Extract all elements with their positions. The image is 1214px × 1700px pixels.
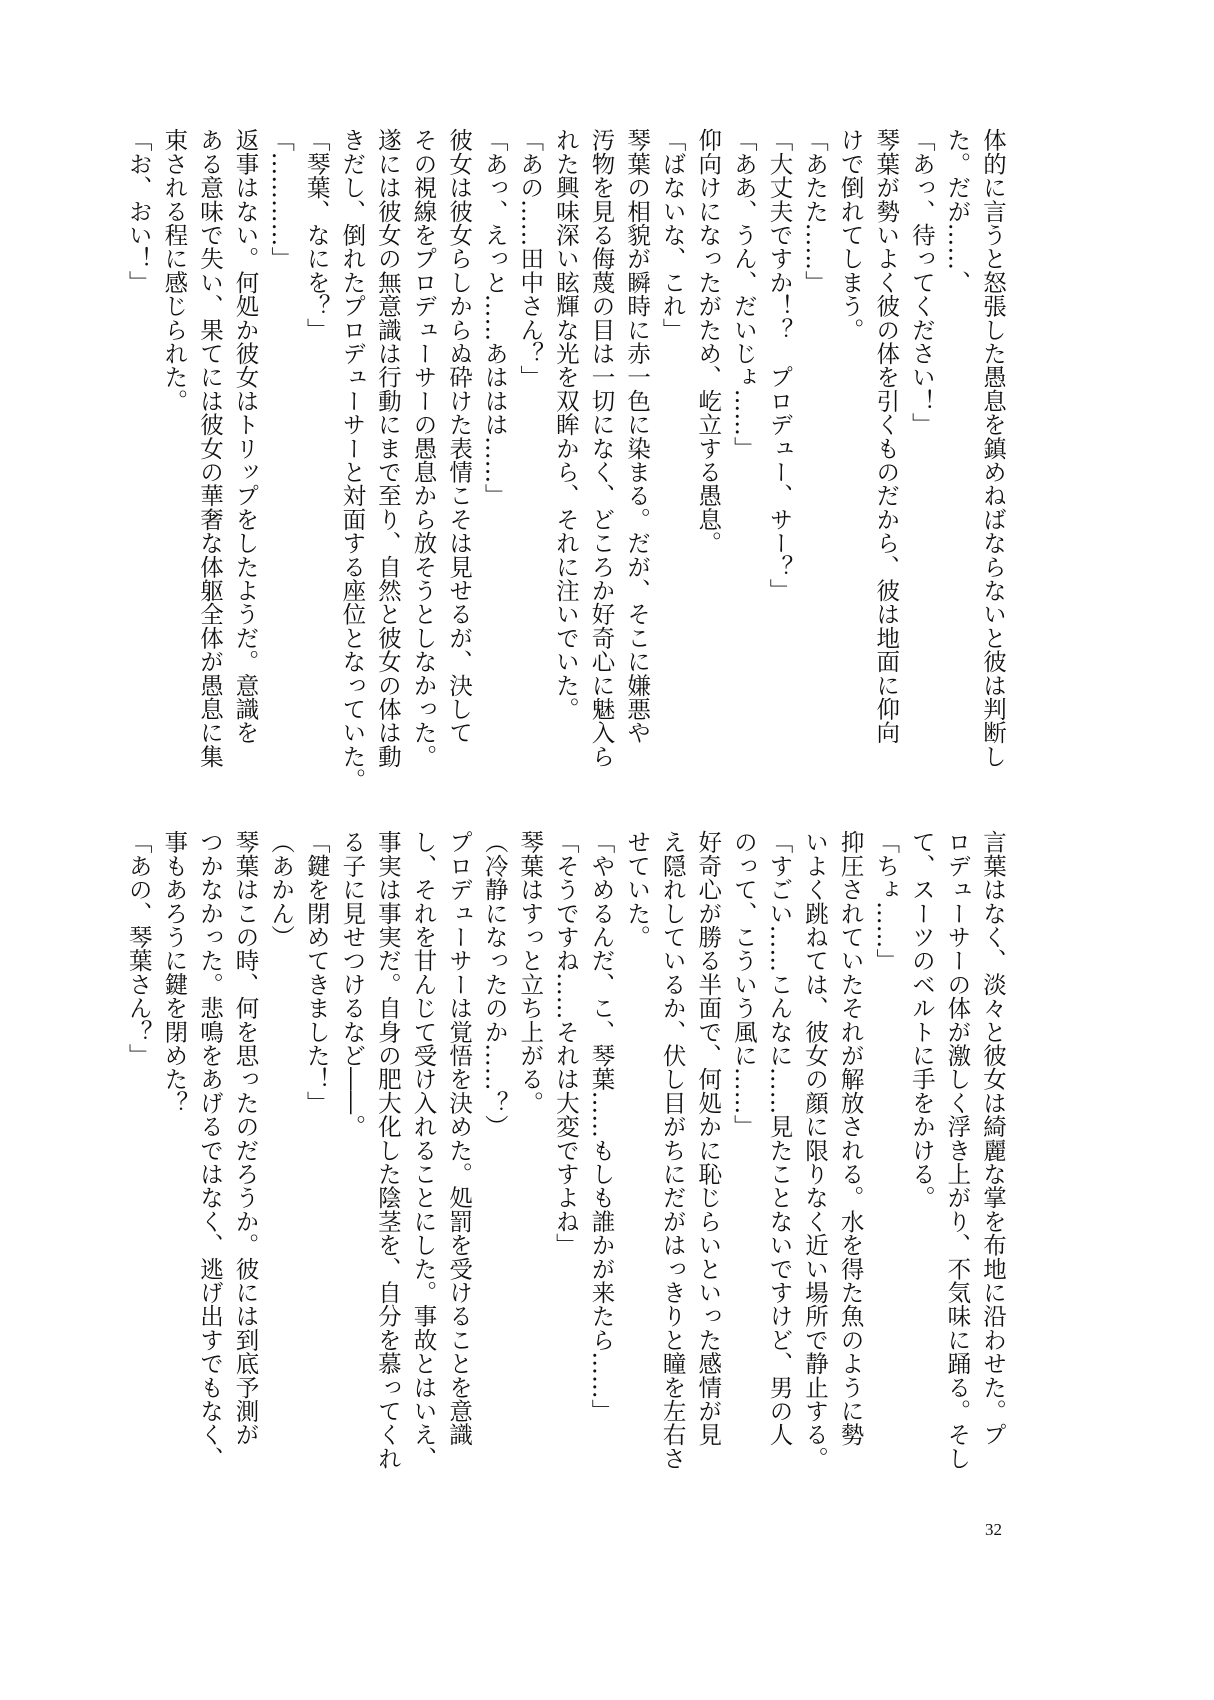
text-column: え隠れしているか、伏し目がちにだがはっきりと瞳を左右さ xyxy=(658,830,687,1470)
text-column: 琴葉はこの時、何を思ったのだろうか。彼には到底予測が xyxy=(231,830,260,1447)
text-column: 抑圧されていたそれが解放される。水を得た魚のように勢 xyxy=(836,830,865,1447)
text-column: 「お、おい！」 xyxy=(124,128,153,294)
text-column: 仰向けになったがため、屹立する愚息。 xyxy=(694,128,723,555)
text-column: 「大丈夫ですか！？ プロデュー、サー？」 xyxy=(765,128,794,602)
text-column: つかなかった。悲鳴をあげるではなく、逃げ出すでもなく、 xyxy=(195,830,224,1470)
text-column: 琴葉が勢いよく彼の体を引くものだから、彼は地面に仰向 xyxy=(872,128,901,745)
text-column: 事実は事実だ。自身の肥大化した陰茎を、自分を慕ってくれ xyxy=(373,830,402,1470)
text-column: 返事はない。何処か彼女はトリップをしたようだ。意識を xyxy=(231,128,260,745)
text-column: （あかん） xyxy=(267,830,296,949)
text-column: 「やめるんだ、こ、琴葉……もしも誰かが来たら……」 xyxy=(587,830,616,1423)
text-column: 「あっ、えっと……あははは……」 xyxy=(480,128,509,508)
text-column: 体的に言うと怒張した愚息を鎮めねばならないと彼は判断し xyxy=(979,128,1007,768)
text-column: 「ばないな、これ」 xyxy=(658,128,687,342)
text-column: 「すごい……こんなに……見たことないですけど、男の人 xyxy=(765,830,794,1447)
text-column: けで倒れてしまう。 xyxy=(836,128,865,342)
text-column: いよく跳ねては、彼女の顔に限りなく近い場所で静止する。 xyxy=(801,830,830,1470)
text-column: 「あたた……」 xyxy=(801,128,830,294)
text-column: 「あの、琴葉さん？」 xyxy=(124,830,153,1067)
text-column: 「鍵を閉めてきました！」 xyxy=(302,830,331,1115)
text-column: 琴葉の相貌が瞬時に赤一色に染まる。だが、そこに嫌悪や xyxy=(623,128,652,745)
text-column: ある意味で失い、果てには彼女の華奢な体躯全体が愚息に集 xyxy=(195,128,224,768)
text-column: る子に見せつけるなど――。 xyxy=(338,830,367,1139)
text-column: 「あっ、待ってください！」 xyxy=(907,128,936,437)
page-number: 32 xyxy=(985,1520,1002,1539)
text-column: プロデューサーは覚悟を決めた。処罰を受けることを意識 xyxy=(445,830,474,1447)
text-column: ロデューサーの体が激しく浮き上がり、不気味に踊る。そし xyxy=(943,830,972,1470)
text-column: 遂には彼女の無意識は行動にまで至り、自然と彼女の体は動 xyxy=(373,128,402,768)
text-column: せていた。 xyxy=(623,830,652,949)
text-column: れた興味深い眩輝な光を双眸から、それに注いでいた。 xyxy=(551,128,580,721)
text-column: きだし、倒れたプロデューサーと対面する座位となっていた。 xyxy=(338,128,367,792)
lower-text-block xyxy=(118,830,1010,1490)
text-column: 好奇心が勝る半面で、何処かに恥じらいといった感情が見 xyxy=(694,830,723,1447)
text-column: （冷静になったのか……？） xyxy=(480,830,509,1139)
text-column: し、それを甘んじて受け入れることにした。事故とはいえ、 xyxy=(409,830,438,1470)
text-column: 言葉はなく、淡々と彼女は綺麗な掌を布地に沿わせた。プ xyxy=(979,830,1007,1447)
text-column: のって、こういう風に……」 xyxy=(729,830,758,1139)
text-column: 「…………」 xyxy=(267,128,296,271)
text-column: 彼女は彼女らしからぬ砕けた表情こそは見せるが、決して xyxy=(445,128,474,745)
text-column: 汚物を見る侮蔑の目は一切になく、どころか好奇心に魅入ら xyxy=(587,128,616,768)
text-column: 琴葉はすっと立ち上がる。 xyxy=(516,830,545,1115)
text-column: て、スーツのベルトに手をかける。 xyxy=(907,830,936,1210)
text-column: 事もあろうに鍵を閉めた？ xyxy=(160,830,189,1115)
upper-text-block xyxy=(118,128,1010,792)
text-column: 「あの……田中さん？」 xyxy=(516,128,545,389)
text-column: た。だが……、 xyxy=(943,128,972,294)
text-column: 「ちょ……」 xyxy=(872,830,901,973)
text-column: 束される程に感じられた。 xyxy=(160,128,189,413)
text-column: 「そうですね……それは大変ですよね」 xyxy=(551,830,580,1257)
text-column: 「ああ、うん、だいじょ……」 xyxy=(729,128,758,460)
text-column: 「琴葉、なにを？」 xyxy=(302,128,331,342)
text-column: その視線をプロデューサーの愚息から放そうとしなかった。 xyxy=(409,128,438,768)
